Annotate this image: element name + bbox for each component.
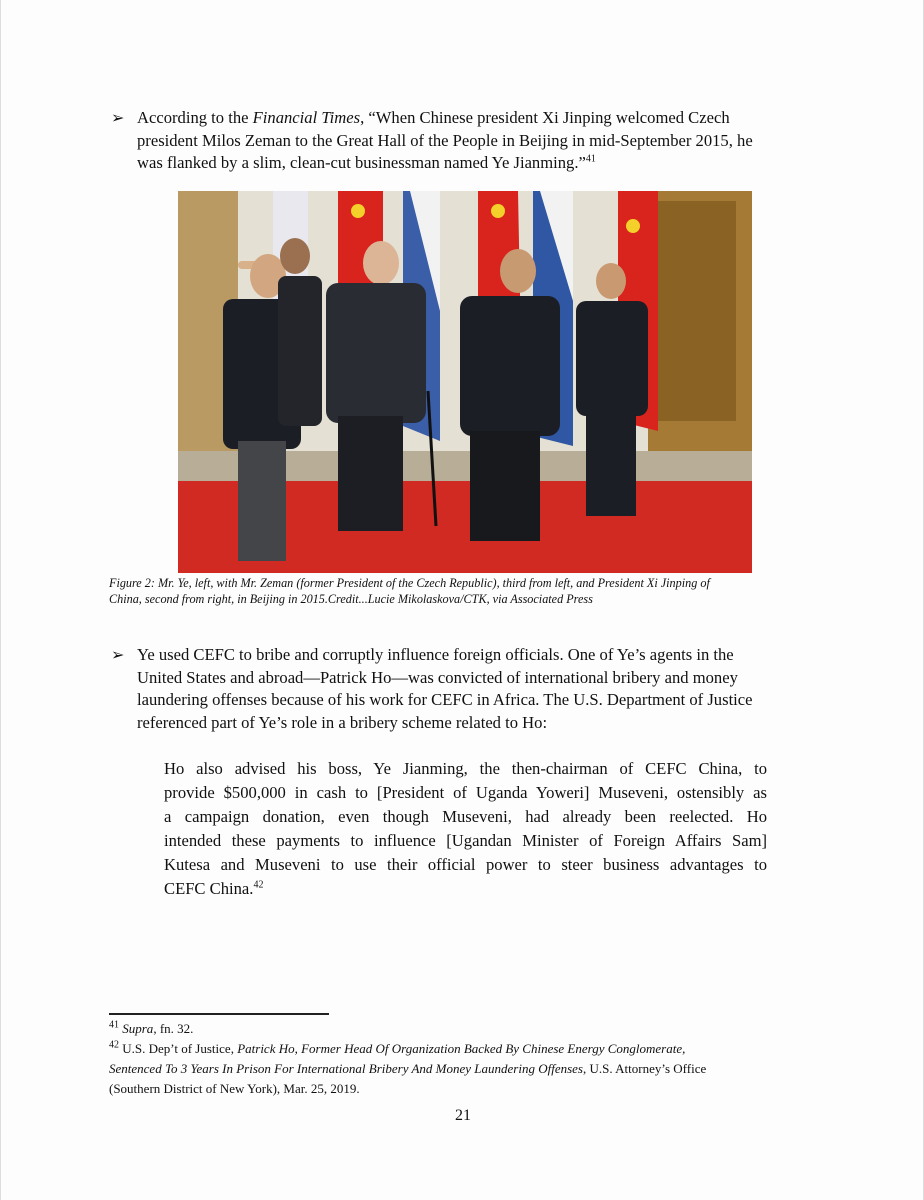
text-line [164,757,767,781]
text-line [137,152,753,175]
text: intended these payments to influence [Ugandan Minister of Foreign Affairs Sam] [164,831,767,850]
caption-line: China, second from right, in Beijing in 2015.Credit...Lucie Mikolaskova/CTK, via Associated Press [109,592,593,606]
figure-caption [109,575,710,607]
text-line [137,644,753,667]
caption-line: Figure 2: Mr. Ye, left, with Mr. Zeman (former President of the Czech Republic), third from left, and President Xi Jinping of [109,576,710,590]
text-line [137,712,753,735]
bullet-arrow-icon: ➢ [111,647,125,664]
text-line [137,107,753,130]
text: Ho also advised his boss, Ye Jianming, the then-chairman of CEFC China, to [164,759,767,778]
footnote-ref: 42 [109,1039,119,1051]
block-quote [164,757,767,901]
bullet-arrow-icon: ➢ [111,110,125,127]
figure-photo [178,191,752,573]
text-line [164,853,767,877]
text-line [137,667,753,690]
text: According to the [137,108,253,127]
footnotes [109,1019,706,1099]
text: referenced part of Ye’s role in a bribery scheme related to Ho: [137,712,548,732]
text-line [164,805,767,829]
text-line [109,1079,706,1099]
footnote-ref: 41 [585,153,596,165]
italic-text: Supra [122,1021,154,1036]
text: provide $500,000 in cash to [President of Uganda Yoweri] Museveni, ostensibly as [164,783,767,802]
text: United States and abroad—Patrick Ho—was convicted of international bribery and money [137,667,738,687]
text-line [137,130,753,153]
text: , U.S. Attorney’s Office [583,1061,707,1076]
page-number: 21 [455,1107,471,1124]
italic-text: Patrick Ho, Former Head Of Organization Backed By Chinese Energy Conglomerate, [237,1041,686,1056]
footnote-divider [109,1013,329,1015]
text-line [164,829,767,853]
italic-text: Sentenced To 3 Years In Prison For International Bribery And Money Laundering Offenses [109,1061,583,1076]
text-line [137,689,753,712]
text: Ye used CEFC to bribe and corruptly influence foreign officials. One of Ye’s agents in the [137,645,734,664]
footnote-ref: 42 [253,879,264,891]
text: was flanked by a slim, clean-cut businessman named Ye Jianming.” [137,153,586,172]
text: , “When Chinese president Xi Jinping welcomed Czech [360,108,730,127]
text: U.S. Dep’t of Justice, [119,1041,238,1056]
text: Kutesa and Museveni to use their official power to steer business advantages to [164,855,767,874]
text: a campaign donation, even though Museveni, had already been reelected. Ho [164,807,767,826]
text: CEFC China. [164,879,254,898]
text: , fn. 32. [153,1021,194,1036]
text-line [164,781,767,805]
text: (Southern District of New York), Mar. 25, 2019. [109,1081,360,1096]
paragraph-ye-cefc [137,644,753,734]
footnote-ref: 41 [109,1019,119,1031]
paragraph-financial-times [137,107,753,175]
text-line [109,1019,706,1039]
text-line [109,1039,706,1059]
text-line [109,1059,706,1079]
text: president Milos Zeman to the Great Hall of the People in Beijing in mid-September 2015, he [137,130,753,150]
text: laundering offenses because of his work for CEFC in Africa. The U.S. Department of Justice [137,690,753,709]
text-line [164,877,767,901]
italic-text: Financial Times [252,108,361,127]
